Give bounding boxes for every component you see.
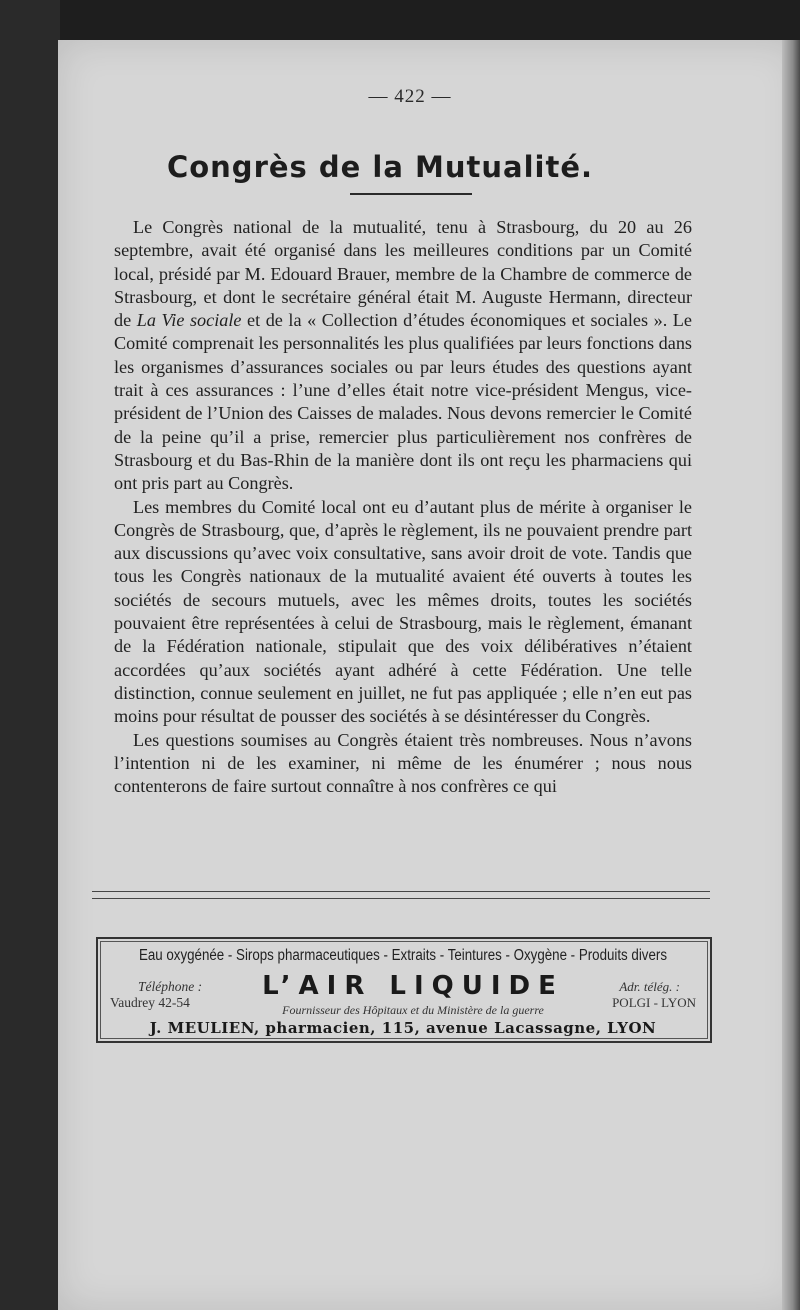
- scan-background: [0, 0, 60, 1310]
- article-body: [114, 216, 692, 798]
- paragraph-1: [114, 216, 692, 496]
- publication-title: La Vie sociale: [136, 310, 242, 331]
- paragraph-3: Les questions soumises au Congrès étaient très nombreuses. Nous n’avons l’intention ni de les examiner, ni même de les énumérer ; nous nous contenterons de faire surtout connaître à nos confrères ce qui: [114, 729, 692, 797]
- advertisement: [96, 937, 712, 1043]
- page-spine-shadow: [782, 40, 800, 1310]
- ad-products-line: Eau oxygénée - Sirops pharmaceutiques - Extraits - Teintures - Oxygène - Produits divers: [138, 947, 667, 964]
- paragraph-2: Les membres du Comité local ont eu d’autant plus de mérite à organiser le Congrès de Strasbourg, que, d’après le règlement, ils ne pouvaient prendre part aux discussions qu’avec voix consultative, sans avoir droit de vote. Tandis que tous les Congrès nationaux de la mutualité avaient été ouverts à toutes les sociétés de secours mutuels, avec les mêmes droits, toutes les sociétés pouvaient être représentées à celui de Strasbourg, mais le règlement, émanant de la Fédération nationale, stipulait que des voix délibératives n’étaient accordées qu’aux sociétés ayant adhéré à cette Fédération. Une telle distinction, connue seulement en juillet, ne fut pas appliquée ; elle n’en eut pas moins pour résultat de pousser des sociétés à se désintéresser du Congrès.: [114, 496, 692, 727]
- ad-company-name: L’AIR LIQUIDE: [262, 971, 564, 1001]
- ad-telegraph-label: Adr. télég. :: [619, 979, 680, 994]
- ad-telegraph-code: POLGI - LYON: [612, 995, 696, 1010]
- title-underline: [350, 193, 472, 195]
- ad-telephone-label: Téléphone :: [138, 979, 203, 994]
- ad-telephone-number: Vaudrey 42-54: [110, 995, 190, 1010]
- ad-supplier-line: Fournisseur des Hôpitaux et du Ministère de la guerre: [282, 1003, 544, 1017]
- paragraph-1-part-b: et de la « Collection d’études économiques et sociales ». Le Comité comprenait les personnalités les plus qualifiées par leurs fonctions dans les organismes d’assurances sociales ou par leurs études des questions ayant trait à ces assurances : l’une d’elles était notre vice-président Mengus, vice-président de l’Union des Caisses de malades. Nous devons remercier le Comité de la peine qu’il a prise, remercier plus particulièrement nos confrères de Strasbourg et du Bas-Rhin de la manière dont ils ont reçu les pharmaciens qui ont pris part au Congrès.: [114, 310, 692, 494]
- paragraph-1-part-a: Le Congrès national de la mutualité, tenu à Strasbourg, du 20 au 26 septembre, avait été organisé dans les meilleures conditions par un Comité local, présidé par M. Edouard Brauer, membre de la Chambre de commerce de Strasbourg, et dont le secrétaire général était M. Auguste Hermann, directeur de: [114, 217, 692, 331]
- page-number: — 422 —: [368, 86, 452, 107]
- article-title: Congrès de la Mutualité.: [166, 150, 594, 184]
- separator-rule: [92, 891, 710, 899]
- ad-address-line: J. MEULIEN, pharmacien, 115, avenue Lacassagne, LYON: [149, 1019, 657, 1037]
